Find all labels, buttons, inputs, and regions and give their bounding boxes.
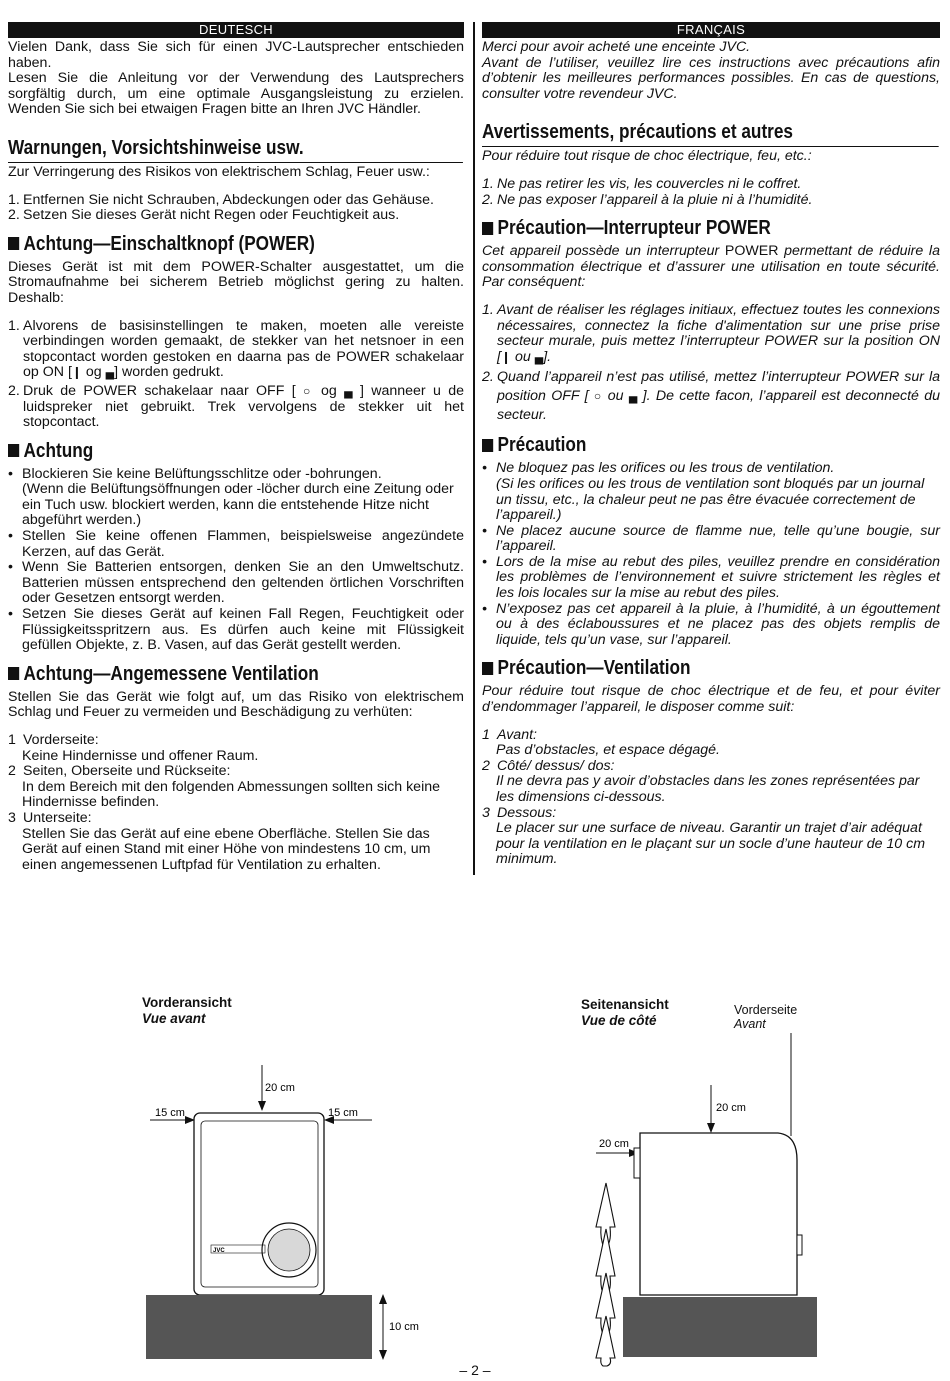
fr-vent-item-2-text: Il ne devra pas y avoir d’obstacles dans les zones représentées par les dimensions ci-dessous.: [496, 773, 920, 805]
de-achtung-item: • Wenn Sie Batterien entsorgen, denken Sie an den Umweltschutz. Batterien müssen entsprechend den geltenden örtlichen Vorschriften oder Gesetzen entsorgt werden.: [8, 559, 464, 607]
fr-vent-item-3: 3 Dessous:: [482, 804, 557, 821]
front-view-label: Vorderansicht Vue avant: [142, 995, 232, 1026]
on-switch-icon: ❙: [500, 349, 512, 364]
de-intro-2: Lesen Sie die Anleitung vor der Verwendung des Lautsprechers sorgfältig durch, um eine optimale Ausgangsleistung zu erzielen. Wenden Sie sich bei etwaigen Fragen bitte an Ihren JVC Händler.: [8, 70, 464, 118]
de-warnings-title: Warnungen, Vorsichtshinweise usw.: [8, 136, 463, 163]
dim-top-label: 20 cm: [265, 1082, 295, 1094]
german-header: DEUTESCH: [8, 22, 464, 38]
off-switch-icon: ○: [302, 383, 314, 398]
de-warning-item-2: 2. Setzen Sie dieses Gerät nicht Regen oder Feuchtigkeit aus.: [8, 207, 400, 224]
side-view-label: Seitenansicht Vue de côté: [581, 997, 669, 1028]
fr-warning-item-2: 2. Ne pas exposer l’appareil à la pluie ni à l’humidité.: [482, 191, 813, 208]
fr-vent-item-1-text: Pas d’obstacles, et espace dégagé.: [496, 742, 721, 759]
de-ventilation-title: Achtung—Angemessene Ventilation: [8, 662, 463, 686]
fr-vent-item-2: 2 Côté/ dessus/ dos:: [482, 757, 615, 774]
off-switch-icon: ○: [593, 389, 603, 404]
fr-warnings-intro: Pour réduire tout risque de choc électrique, feu, etc.:: [482, 148, 812, 165]
de-vent-item-1-text: Keine Hindernisse und offener Raum.: [22, 747, 259, 764]
de-achtung-item: • Blockieren Sie keine Belüftungsschlitze oder -bohrungen.: [8, 465, 382, 482]
fr-ventilation-intro: Pour réduire tout risque de choc électrique et de feu, et pour éviter d’endommager l’appareil, le disposer comme suit:: [482, 683, 940, 716]
fr-precaution-item: • Ne placez aucune source de flamme nue, telle qu’une bougie, sur l’appareil.: [482, 522, 940, 555]
de-vent-item-2: 2 Seiten, Oberseite und Rückseite:: [8, 763, 231, 780]
fr-power-intro: Cet appareil possède un interrupteur POWER permettant de réduire la consommation électrique et d’assurer une utilisation en toute sécurité. Par conséquent:: [482, 243, 940, 291]
fr-precaution-item: • N’exposez pas cet appareil à la pluie, à l’humidité, à un égouttement ou à des éclaboussures et ne placez pas des objets remplis de liquide, tels qu’un vase, sur l’appareil.: [482, 600, 940, 648]
fr-vent-item-3-text: Le placer sur une surface de niveau. Garantir un trajet d’air adéquat pour la ventilation en le plaçant sur un socle d’une hauteur de 10 cm minimum.: [496, 820, 926, 868]
dim-right-label: 15 cm: [328, 1107, 358, 1119]
switch-pressed-icon: ▄: [105, 365, 115, 380]
fr-vent-item-1: 1 Avant:: [482, 726, 537, 743]
de-intro-1: Vielen Dank, dass Sie sich für einen JVC-Lautsprecher entschieden haben.: [8, 39, 464, 71]
de-power-intro: Dieses Gerät ist mit dem POWER-Schalter ausgestattet, um die Stromaufnahme bei sicherem Betrieb möglichst gering zu halten. Deshalb:: [8, 258, 464, 306]
fr-power-item-1: 1. Avant de réaliser les réglages initiaux, effectuez toutes les connexions nécessaires, connectez la fiche d'alimentation sur une prise prise secteur murale, puis mettez l’interrupteur POWER sur la position ON [❙ ou ▄].: [482, 301, 940, 365]
de-vent-item-3-text: Stellen Sie das Gerät auf eine ebene Oberfläche. Stellen Sie das Gerät auf einen Stand mit einer Höhe von mindestens 10 cm, um einen angemessenen Luftpfad für Ventilation zu erhalten.: [22, 825, 431, 873]
dim-left-label: 15 cm: [155, 1107, 185, 1119]
side-dim-top-label: 20 cm: [716, 1102, 746, 1114]
fr-ventilation-title: Précaution—Ventilation: [482, 656, 939, 680]
fr-precaution-item: • Lors de la mise au rebut des piles, veuillez prendre en considération les problèmes de l’environnement et suivre strictement les règles et les lois locales sur la mise au rebut des piles.: [482, 553, 940, 602]
fr-intro-2: Avant de l’utiliser, veuillez lire ces instructions avec précautions afin d’obtenir les meilleures performances possibles. En cas de questions, consulter votre revendeur JVC.: [482, 54, 940, 102]
side-dim-back-label: 20 cm: [599, 1138, 629, 1150]
fr-intro-1: Merci pour avoir acheté une enceinte JVC.: [482, 39, 751, 55]
de-power-title: Achtung—Einschaltknopf (POWER): [8, 232, 463, 256]
fr-power-title: Précaution—Interrupteur POWER: [482, 216, 939, 240]
fr-precaution-item: • Ne bloquez pas les orifices ou les trous de ventilation.: [482, 460, 835, 477]
de-warning-item-1: 1. Entfernen Sie nicht Schrauben, Abdeckungen oder das Gehäuse.: [8, 191, 434, 208]
switch-released-icon: ▄: [628, 389, 638, 404]
de-achtung-note: (Wenn die Belüftungsöffnungen oder -löcher durch eine Zeitung oder ein Tuch usw. blockiert werden, kann die entstehende Hitze nicht abgeführt werden.): [22, 481, 454, 529]
de-power-item-2: 2. Druk de POWER schakelaar naar OFF [ ○ og ▄ ] wanneer u de luidspreker niet gebruikt. Trek vervolgens de stekker uit het stopcontact.: [8, 382, 464, 431]
front-side-label: Vorderseite Avant: [734, 1003, 798, 1031]
fr-warnings-title: Avertissements, précautions et autres: [482, 120, 939, 147]
de-warnings-intro: Zur Verringerung des Risikos von elektrischem Schlag, Feuer usw.:: [8, 163, 430, 180]
de-power-item-1: 1. Alvorens de basisinstellingen te maken, moeten alle vereiste verbindingen worden gemaakt, de stekker van het netsnoer in een stopcontact worden gestoken en daarna pas de POWER schakelaar op ON [❙ og ▄] worden gedrukt.: [8, 317, 464, 381]
fr-power-item-2: 2. Quand l’appareil n’est pas utilisé, mettez l’interrupteur POWER sur la position OFF [ ○ ou ▄ ]. De cette facon, l’appareil est deconnecté du secteur.: [482, 369, 940, 424]
on-switch-icon: ❙: [71, 365, 82, 380]
dim-bottom-label: 10 cm: [389, 1321, 419, 1333]
de-achtung-title: Achtung: [8, 439, 463, 463]
de-vent-item-2-text: In dem Bereich mit den folgenden Abmessungen sollten sich keine Hindernisse befinden.: [22, 778, 440, 811]
de-vent-item-1: 1 Vorderseite:: [8, 732, 99, 748]
de-achtung-item: • Setzen Sie dieses Gerät auf keinen Fall Regen, Feuchtigkeit oder Flüssigkeitsspritzern aus. Es dürfen auch keine mit Flüssigkeit gefüllen Objekte, z. B. Vasen, auf das Gerät gestellt werden.: [8, 606, 464, 654]
page-number: – 2 –: [459, 1362, 491, 1378]
french-header: FRANÇAIS: [482, 22, 940, 38]
fr-precaution-note: (Si les orifices ou les trous de ventilation sont bloqués par un journal un tissu, etc., la chaleur peut ne pas être évacuée correctement de l’appareil.): [496, 475, 925, 524]
fr-warning-item-1: 1. Ne pas retirer les vis, les couvercles ni le coffret.: [482, 175, 802, 192]
switch-released-icon: ▄: [344, 383, 353, 398]
brand-label: JVC: [213, 1248, 225, 1254]
de-vent-item-3: 3 Unterseite:: [8, 809, 92, 826]
de-ventilation-intro: Stellen Sie das Gerät wie folgt auf, um das Risiko von elektrischem Schlag und Feuer zu vermeiden und Beschädigung zu verhüten:: [8, 688, 464, 721]
switch-pressed-icon: ▄: [534, 349, 544, 364]
de-achtung-item: • Stellen Sie keine offenen Flammen, beispielsweise angezündete Kerzen, auf das Gerät.: [8, 528, 464, 560]
fr-precaution-title: Précaution: [482, 433, 939, 457]
